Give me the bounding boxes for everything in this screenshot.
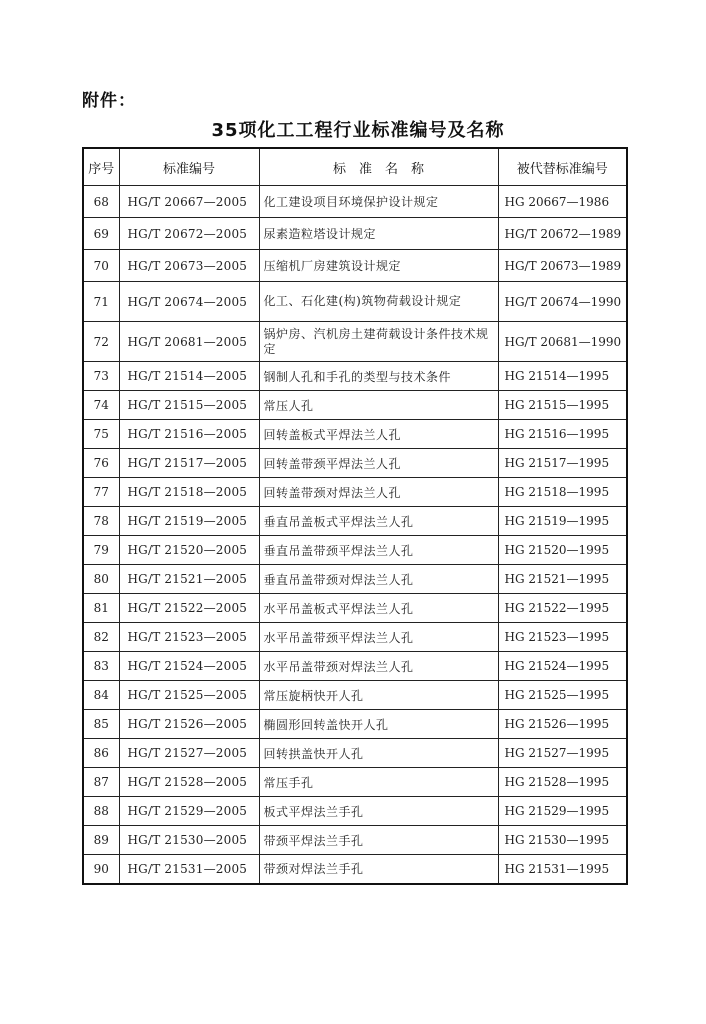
standard-code: HG/T 21523—2005 (119, 623, 259, 652)
replaced-standard-code: HG/T 20681—1990 (498, 322, 627, 362)
standard-code: HG/T 21516—2005 (119, 420, 259, 449)
replaced-standard-code: HG/T 20672—1989 (498, 218, 627, 250)
replaced-standard-code: HG 21522—1995 (498, 594, 627, 623)
standard-code: HG/T 21524—2005 (119, 652, 259, 681)
standard-code: HG/T 21526—2005 (119, 710, 259, 739)
standard-name: 常压旋柄快开人孔 (259, 681, 498, 710)
standard-name: 回转拱盖快开人孔 (259, 739, 498, 768)
standard-name: 压缩机厂房建筑设计规定 (259, 250, 498, 282)
replaced-standard-code: HG 21519—1995 (498, 507, 627, 536)
standard-code: HG/T 21521—2005 (119, 565, 259, 594)
standard-code: HG/T 21520—2005 (119, 536, 259, 565)
table-row (83, 710, 627, 739)
table-row (83, 594, 627, 623)
standard-code: HG/T 21514—2005 (119, 362, 259, 391)
standard-name: 化工、石化建(构)筑物荷载设计规定 (259, 282, 498, 322)
standard-code: HG/T 21531—2005 (119, 855, 259, 884)
standard-code: HG/T 20681—2005 (119, 322, 259, 362)
replaced-standard-code: HG 21514—1995 (498, 362, 627, 391)
replaced-standard-code: HG 21531—1995 (498, 855, 627, 884)
row-number: 80 (83, 565, 119, 594)
standard-name: 化工建设项目环境保护设计规定 (259, 186, 498, 218)
table-row (83, 623, 627, 652)
attachment-label: 附件： (82, 91, 136, 111)
row-number: 78 (83, 507, 119, 536)
table-row (83, 507, 627, 536)
standard-name: 带颈对焊法兰手孔 (259, 855, 498, 884)
standard-name: 垂直吊盖带颈对焊法兰人孔 (259, 565, 498, 594)
replaced-standard-code: HG 21523—1995 (498, 623, 627, 652)
replaced-standard-code: HG 21516—1995 (498, 420, 627, 449)
replaced-standard-code: HG 21517—1995 (498, 449, 627, 478)
table-body (83, 186, 627, 884)
replaced-standard-code: HG 21520—1995 (498, 536, 627, 565)
replaced-standard-code: HG 21524—1995 (498, 652, 627, 681)
standard-code: HG/T 21528—2005 (119, 768, 259, 797)
row-number: 76 (83, 449, 119, 478)
standard-name: 尿素造粒塔设计规定 (259, 218, 498, 250)
standards-table (82, 147, 628, 885)
row-number: 86 (83, 739, 119, 768)
standard-name: 锅炉房、汽机房土建荷载设计条件技术规定 (259, 322, 498, 362)
replaced-standard-code: HG 21525—1995 (498, 681, 627, 710)
replaced-standard-code: HG 21528—1995 (498, 768, 627, 797)
standard-code: HG/T 21527—2005 (119, 739, 259, 768)
replaced-standard-code: HG 20667—1986 (498, 186, 627, 218)
standard-code: HG/T 21525—2005 (119, 681, 259, 710)
row-number: 72 (83, 322, 119, 362)
replaced-standard-code: HG 21515—1995 (498, 391, 627, 420)
table-row (83, 362, 627, 391)
standard-code: HG/T 21529—2005 (119, 797, 259, 826)
standard-code: HG/T 20672—2005 (119, 218, 259, 250)
table-row (83, 855, 627, 884)
table-row (83, 536, 627, 565)
row-number: 73 (83, 362, 119, 391)
row-number: 81 (83, 594, 119, 623)
table-row (83, 826, 627, 855)
standard-name: 回转盖带颈对焊法兰人孔 (259, 478, 498, 507)
row-number: 85 (83, 710, 119, 739)
standard-code: HG/T 21518—2005 (119, 478, 259, 507)
row-number: 71 (83, 282, 119, 322)
header-no: 序号 (83, 148, 119, 186)
table-row (83, 565, 627, 594)
standard-name: 水平吊盖板式平焊法兰人孔 (259, 594, 498, 623)
standard-code: HG/T 21519—2005 (119, 507, 259, 536)
standard-name: 带颈平焊法兰手孔 (259, 826, 498, 855)
row-number: 84 (83, 681, 119, 710)
document-title: 35项化工工程行业标准编号及名称 (211, 120, 505, 141)
standard-code: HG/T 20667—2005 (119, 186, 259, 218)
row-number: 68 (83, 186, 119, 218)
row-number: 74 (83, 391, 119, 420)
row-number: 90 (83, 855, 119, 884)
standard-code: HG/T 20674—2005 (119, 282, 259, 322)
standard-name: 板式平焊法兰手孔 (259, 797, 498, 826)
standard-name: 垂直吊盖带颈平焊法兰人孔 (259, 536, 498, 565)
table-row (83, 186, 627, 218)
table-row (83, 250, 627, 282)
standard-name: 回转盖带颈平焊法兰人孔 (259, 449, 498, 478)
table-row (83, 218, 627, 250)
row-number: 82 (83, 623, 119, 652)
row-number: 88 (83, 797, 119, 826)
row-number: 79 (83, 536, 119, 565)
table-row (83, 739, 627, 768)
replaced-standard-code: HG/T 20673—1989 (498, 250, 627, 282)
replaced-standard-code: HG 21526—1995 (498, 710, 627, 739)
standard-code: HG/T 21530—2005 (119, 826, 259, 855)
standard-name: 垂直吊盖板式平焊法兰人孔 (259, 507, 498, 536)
standard-name: 常压手孔 (259, 768, 498, 797)
table-row (83, 282, 627, 322)
header-replaced: 被代替标准编号 (498, 148, 627, 186)
table-row (83, 652, 627, 681)
standard-code: HG/T 21515—2005 (119, 391, 259, 420)
header-code: 标准编号 (119, 148, 259, 186)
standard-name: 钢制人孔和手孔的类型与技术条件 (259, 362, 498, 391)
standard-code: HG/T 20673—2005 (119, 250, 259, 282)
standard-name: 常压人孔 (259, 391, 498, 420)
replaced-standard-code: HG 21521—1995 (498, 565, 627, 594)
row-number: 69 (83, 218, 119, 250)
row-number: 77 (83, 478, 119, 507)
header-name: 标 准 名 称 (259, 148, 498, 186)
replaced-standard-code: HG 21529—1995 (498, 797, 627, 826)
table-header-row (83, 148, 627, 186)
standard-name: 椭圆形回转盖快开人孔 (259, 710, 498, 739)
table-row (83, 797, 627, 826)
table-row (83, 449, 627, 478)
standard-name: 水平吊盖带颈对焊法兰人孔 (259, 652, 498, 681)
standard-name: 水平吊盖带颈平焊法兰人孔 (259, 623, 498, 652)
table-row (83, 420, 627, 449)
table-row (83, 681, 627, 710)
row-number: 75 (83, 420, 119, 449)
table-row (83, 768, 627, 797)
row-number: 83 (83, 652, 119, 681)
replaced-standard-code: HG 21518—1995 (498, 478, 627, 507)
replaced-standard-code: HG 21527—1995 (498, 739, 627, 768)
row-number: 87 (83, 768, 119, 797)
replaced-standard-code: HG 21530—1995 (498, 826, 627, 855)
table-row (83, 391, 627, 420)
table-row (83, 322, 627, 362)
row-number: 89 (83, 826, 119, 855)
replaced-standard-code: HG/T 20674—1990 (498, 282, 627, 322)
standard-name: 回转盖板式平焊法兰人孔 (259, 420, 498, 449)
row-number: 70 (83, 250, 119, 282)
table-row (83, 478, 627, 507)
standard-code: HG/T 21517—2005 (119, 449, 259, 478)
standard-code: HG/T 21522—2005 (119, 594, 259, 623)
